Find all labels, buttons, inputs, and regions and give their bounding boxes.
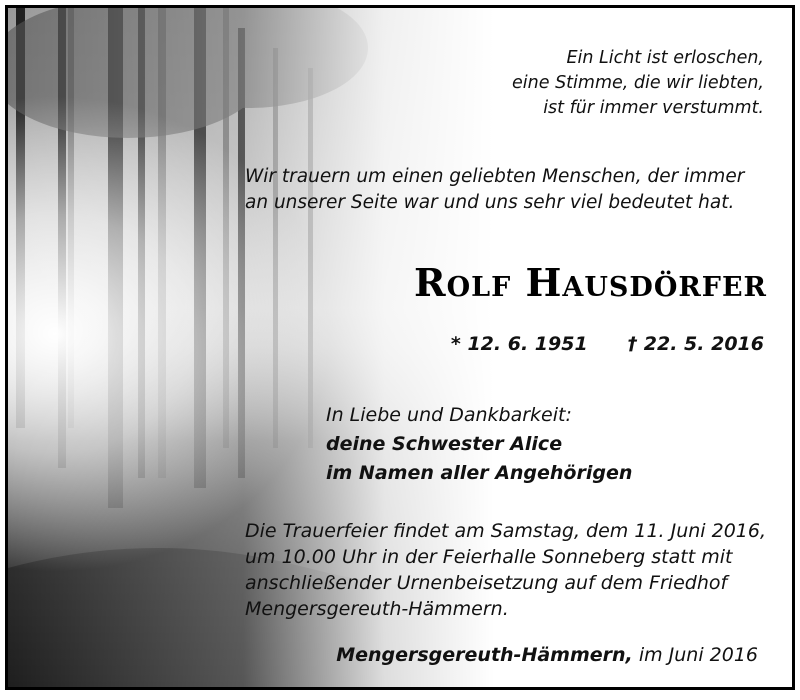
- intro-line: an unserer Seite war und uns sehr viel bedeutet hat.: [245, 192, 735, 213]
- deceased-name: Rolf Hausdörfer: [414, 260, 767, 305]
- mourners-block: [326, 401, 632, 488]
- closing-date: im Juni 2016: [638, 644, 758, 666]
- life-dates: [451, 333, 764, 355]
- mourners-heading: In Liebe und Dankbarkeit:: [326, 404, 572, 426]
- quote-line: ist für immer verstummt.: [543, 98, 764, 118]
- mourner-line: im Namen aller Angehörigen: [326, 462, 633, 484]
- funeral-line: Mengersgereuth-Hämmern.: [245, 598, 509, 620]
- funeral-line: anschließender Urnenbeisetzung auf dem Friedhof: [245, 572, 728, 594]
- intro-text: [245, 164, 744, 216]
- mourner-line: deine Schwester Alice: [326, 433, 563, 455]
- obituary-notice: [5, 5, 795, 690]
- funeral-line: um 10.00 Uhr in der Feierhalle Sonneberg statt mit: [245, 546, 733, 568]
- place-date-line: [336, 644, 758, 666]
- memorial-quote: [512, 46, 764, 121]
- quote-line: eine Stimme, die wir liebten,: [512, 73, 764, 93]
- death-date: † 22. 5. 2016: [627, 333, 764, 355]
- funeral-details: [245, 518, 766, 622]
- closing-place: Mengersgereuth-Hämmern,: [336, 644, 633, 666]
- funeral-line: Die Trauerfeier findet am Samstag, dem 11. Juni 2016,: [245, 520, 767, 542]
- birth-date: * 12. 6. 1951: [450, 333, 588, 355]
- intro-line: Wir trauern um einen geliebten Menschen, der immer: [245, 166, 745, 187]
- quote-line: Ein Licht ist erloschen,: [566, 48, 764, 68]
